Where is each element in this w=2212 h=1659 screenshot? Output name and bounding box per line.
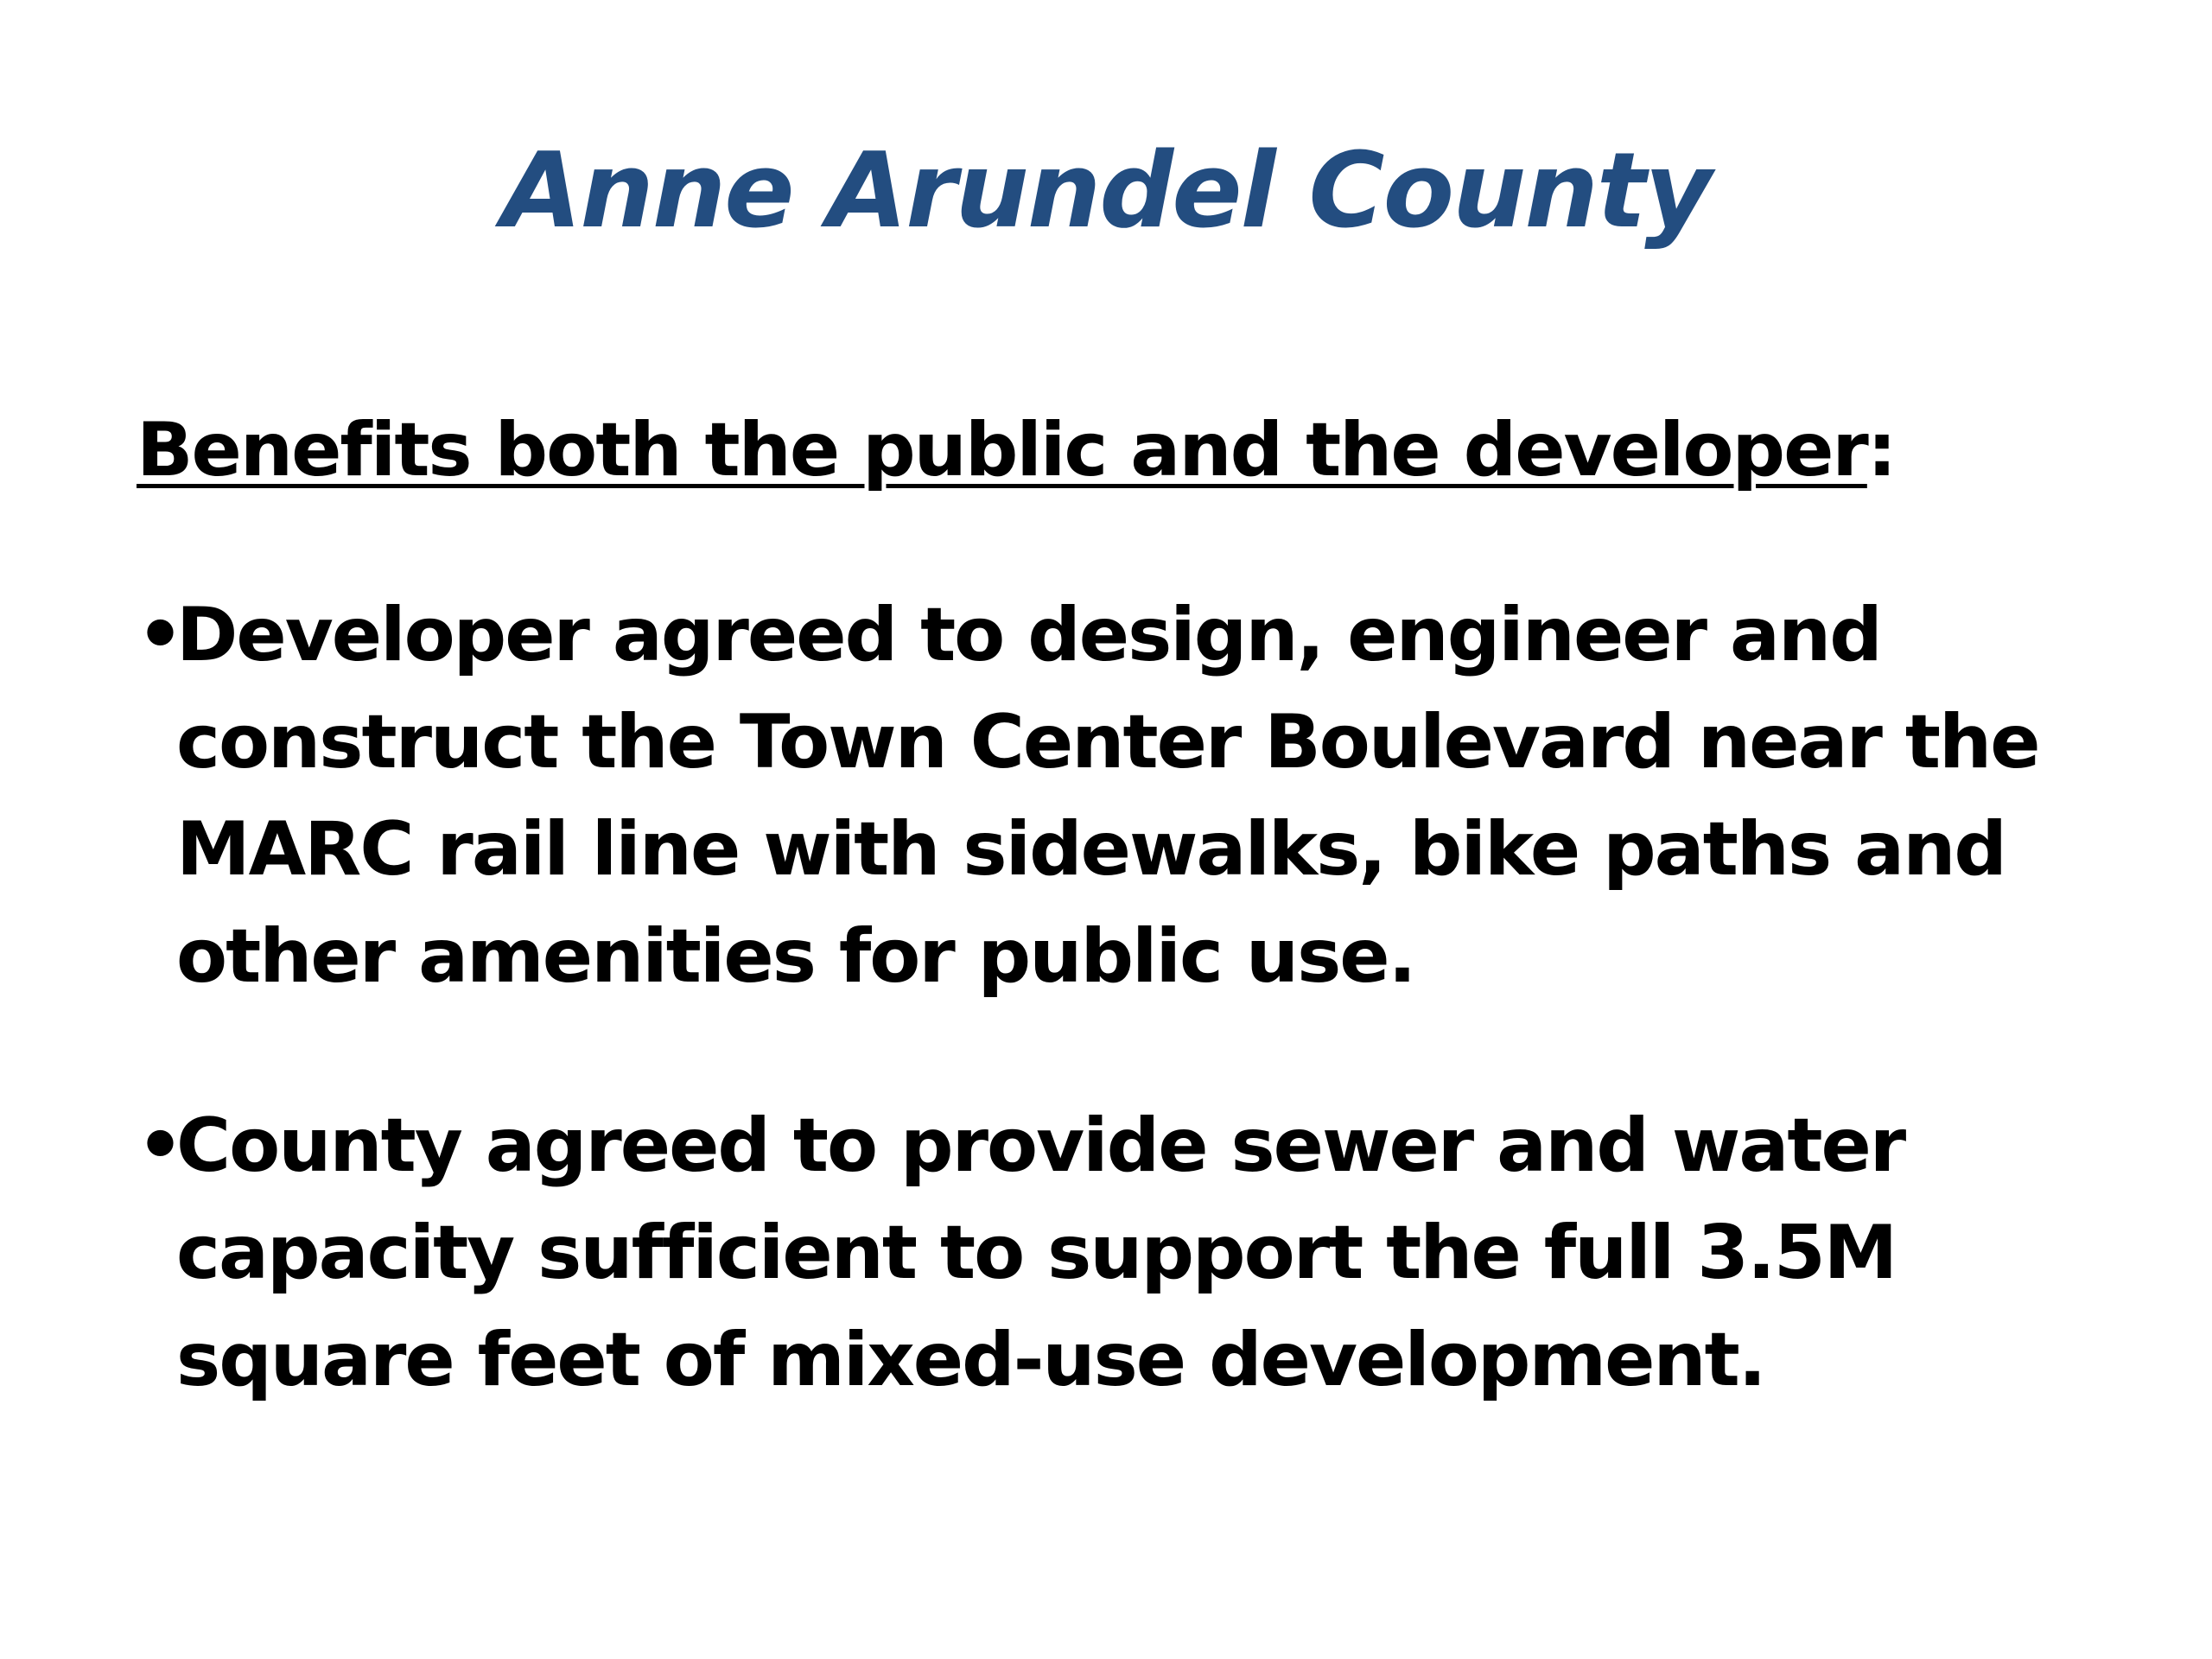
slide-title: Anne Arundel County [501, 131, 1711, 251]
slide-content [137, 406, 2141, 1496]
bullet-icon: • [137, 592, 182, 679]
subheading-colon: : [1866, 407, 1896, 493]
bullet-list [137, 582, 2141, 1414]
bullet-icon: • [137, 1103, 182, 1190]
bullet-item [137, 582, 2094, 1010]
bullet-item [137, 1092, 2094, 1414]
bullet-text: County agreed to provide sewer and water capacity sufficient to support the full 3.5M square feet of mixed-use development. [176, 1103, 1905, 1404]
subheading-text: Benefits both the public and the developer [137, 407, 1867, 493]
bullet-text: Developer agreed to design, engineer and construct the Town Center Boulevard near the MARC rail line with sidewalks, bike paths and other amenities for public use. [176, 592, 2039, 1001]
subheading [137, 406, 2141, 495]
